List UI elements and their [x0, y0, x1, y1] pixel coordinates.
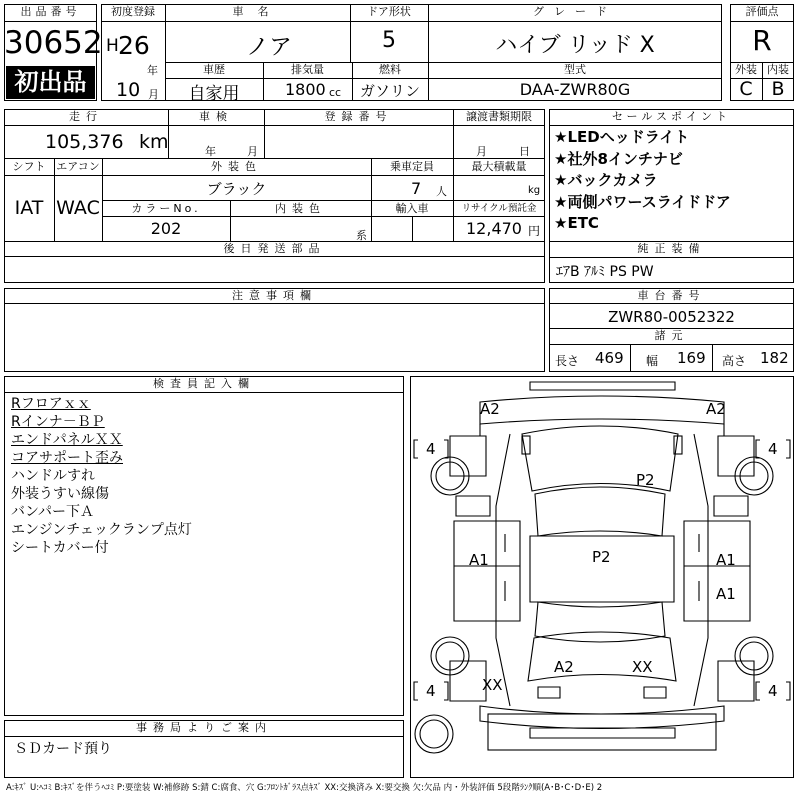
equipment-label: 純正装備 [637, 242, 706, 255]
height: 182 [760, 349, 789, 367]
damage-mark: A2 [554, 658, 574, 676]
inspector-note: Rフロアｘｘ [11, 396, 91, 412]
inspector-notes [11, 395, 192, 557]
lot-number-label: 出品番号 [20, 5, 81, 18]
car-diagram [410, 376, 794, 778]
inspector-note: シートカバー付 [11, 540, 109, 556]
sales-point: ★社外8インチナビ [554, 149, 683, 168]
office-label: 事務局よりご案内 [136, 721, 272, 734]
overall-score: R [752, 24, 772, 57]
color-no: 202 [150, 219, 182, 238]
tire-mark: 4 [768, 682, 778, 700]
exterior-color: ブラック [206, 180, 267, 198]
damage-mark: XX [482, 676, 503, 694]
exterior-score-label: 外装 [735, 63, 757, 76]
plate-label: 登録番号 [324, 110, 393, 123]
mileage-unit: km [139, 131, 169, 153]
damage-mark: P2 [636, 471, 655, 489]
inspector-note: エンジンチェックランプ点灯 [11, 522, 192, 538]
shift: IAT [14, 197, 44, 219]
lot-number: 30652 [4, 25, 103, 61]
capacity-unit: 人 [436, 185, 447, 198]
damage-mark: A2 [706, 400, 726, 418]
sales-points-label: セールスポイント [611, 110, 731, 123]
aircon-label: エアコン [56, 160, 100, 173]
shift-label: シフト [12, 160, 46, 173]
inspector-note: コアサポート歪み [11, 450, 123, 466]
legend: A:ｷｽﾞ U:ﾍｺﾐ B:ｷｽﾞを伴うﾍｺﾐ P:要塗装 W:補修跡 S:錆 C:腐食、穴 G:ﾌﾛﾝﾄｶﾞﾗｽ点ｷｽﾞ XX:交換済み X:要交換 欠:欠品 内・外装評価 5段階ﾗﾝｸ順(A･B･C･D･E) 2 [6, 783, 603, 793]
tire-mark: 4 [426, 682, 436, 700]
interior-score: B [771, 78, 785, 100]
model-code-label: 型式 [564, 63, 586, 76]
inspector-note: ハンドルすれ [11, 468, 95, 484]
length: 469 [595, 349, 624, 367]
capacity: 7 [411, 179, 422, 198]
inspection-year-unit: 年 [205, 145, 216, 158]
grade-label: グレード [533, 5, 617, 18]
door-type-label: ドア形状 [367, 5, 411, 18]
recycle-fee: 12,470 [466, 219, 522, 238]
displacement-label: 排気量 [291, 63, 324, 76]
model-code: DAA-ZWR80G [519, 80, 631, 99]
era: H [106, 36, 119, 56]
reg-month-unit: 月 [148, 88, 159, 101]
damage-mark: A1 [716, 551, 736, 569]
history-label: 車歴 [203, 63, 225, 76]
displacement: 1800 [285, 80, 326, 99]
later-parts-label: 後日発送部品 [223, 242, 326, 255]
chassis-number: ZWR80-0052322 [608, 308, 735, 326]
inspection-label: 車検 [199, 110, 233, 123]
transfer-month-unit: 月 [476, 145, 487, 158]
sales-point: ★バックカメラ [554, 171, 658, 189]
exterior-score: C [739, 78, 753, 100]
caution-label: 注意事項欄 [232, 289, 317, 302]
sales-points-list [554, 127, 731, 235]
inspector-note: バンパー下Ａ [11, 504, 95, 520]
fuel: ガソリン [359, 82, 420, 100]
height-label: 高さ [722, 354, 747, 368]
fuel-label: 燃料 [379, 63, 401, 76]
tire-mark: 4 [426, 440, 436, 458]
sales-point: ★ETC [554, 214, 599, 232]
damage-mark: XX [632, 658, 653, 676]
max-load-label: 最大積載量 [471, 160, 527, 173]
interior-score-label: 内装 [767, 63, 789, 76]
transfer-doc-label: 譲渡書類期限 [466, 110, 532, 123]
reg-month: 10 [116, 79, 141, 101]
sales-point: ★両側パワースライドドア [554, 192, 731, 211]
reg-year: 26 [118, 31, 150, 60]
transfer-day-unit: 日 [519, 145, 530, 158]
office-note: ＳＤカード預り [14, 741, 112, 757]
exterior-color-label: 外装色 [211, 160, 262, 173]
tire-mark: 4 [768, 440, 778, 458]
width-label: 幅 [646, 354, 659, 368]
max-load-unit: kg [528, 185, 541, 196]
width: 169 [677, 349, 706, 367]
first-listing-badge: 初出品 [6, 66, 95, 99]
recycle-unit: 円 [528, 224, 541, 238]
inspector-note: Rインナ－ＢＰ [11, 414, 105, 430]
interior-color-unit: 系 [356, 229, 367, 242]
inspection-month-unit: 月 [247, 145, 258, 158]
first-reg-label: 初度登録 [111, 5, 155, 18]
dimensions-label: 諸元 [654, 329, 689, 342]
import-label: 輸入車 [395, 202, 429, 215]
damage-mark: A1 [716, 585, 736, 603]
damage-mark: P2 [592, 548, 611, 566]
equipment: ｴｱB ｱﾙﾐ PS PW [556, 264, 654, 280]
capacity-label: 乗車定員 [390, 160, 434, 173]
mileage-label: 走行 [69, 110, 103, 123]
reg-year-unit: 年 [147, 64, 158, 77]
interior-color-label: 内装色 [275, 202, 326, 215]
history: 自家用 [188, 84, 240, 104]
inspector-note: 外装うすい線傷 [11, 486, 109, 502]
chassis-label: 車台番号 [637, 289, 706, 302]
score-label: 評価点 [745, 5, 779, 18]
inspector-label: 検査員記入欄 [153, 377, 255, 390]
displacement-unit: cc [329, 86, 342, 99]
damage-mark: A1 [469, 551, 489, 569]
aircon: WAC [56, 197, 100, 219]
car-name: ノア [246, 34, 292, 60]
door-count: 5 [382, 28, 396, 53]
inspector-note: エンドパネルＸＸ [11, 432, 123, 448]
damage-mark: A2 [480, 400, 500, 418]
length-label: 長さ [555, 354, 580, 368]
grade: ハイブ リッド X [495, 33, 655, 58]
color-no-label: カラーNo. [131, 202, 201, 215]
recycle-label: リサイクル預託金 [461, 203, 537, 214]
mileage: 105,376 [45, 131, 124, 153]
car-name-label: 車名 [232, 5, 283, 18]
sales-point: ★LEDヘッドライト [554, 128, 690, 146]
